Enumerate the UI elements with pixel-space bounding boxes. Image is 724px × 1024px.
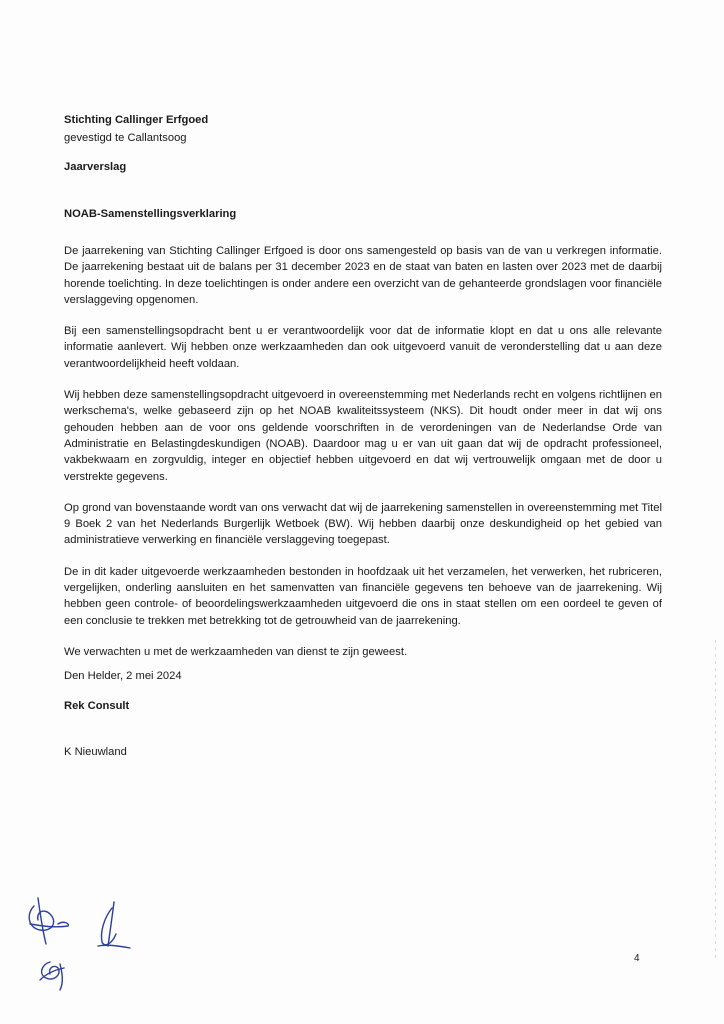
signer-name: K Nieuwland [64, 746, 127, 758]
document-header [64, 111, 664, 176]
paragraph: Bij een samenstellingsopdracht bent u er verantwoordelijk voor dat de informatie klopt en dat u ons alle relevante informatie aanlevert. Wij hebben onze werkzaamheden dan ook uitgevoerd vanuit de veronderstelling dat u aan deze verantwoordelijkheid heeft voldaan. [64, 325, 662, 370]
statement-title: NOAB-Samenstellingsverklaring [64, 208, 237, 220]
statement-body [64, 243, 662, 675]
handwritten-initials-icon [20, 884, 140, 994]
company-name: Rek Consult [64, 700, 130, 712]
scan-edge-marks [715, 640, 716, 960]
paragraph: Op grond van bovenstaande wordt van ons verwacht dat wij de jaarrekening samenstellen in overeenstemming met Titel 9 Boek 2 van het Nederlands Burgerlijk Wetboek (BW). Wij hebben daarbij onze deskundigheid op het gebied van administratieve verwerking en financiële verslaggeving toegepast. [64, 501, 662, 547]
place-and-date: Den Helder, 2 mei 2024 [64, 670, 182, 682]
paragraph: De jaarrekening van Stichting Callinger Erfgoed is door ons samengesteld op basis van de van u verkregen informatie. De jaarrekening bestaat uit de balans per 31 december 2023 en de staat van baten en lasten over 2023 met de daarbij horende toelichting. In deze toelichtingen is onder andere een overzicht van de gehanteerde grondslagen voor financiële verslaggeving opgenomen. [64, 245, 662, 306]
organization-location: gevestigd te Callantsoog [64, 132, 187, 144]
statement-title-block [64, 205, 236, 223]
paragraph: Wij hebben deze samenstellingsopdracht uitgevoerd in overeenstemming met Nederlands recht en volgens richtlijnen en werkschema's, welke gebaseerd zijn op het NOAB kwaliteitssysteem (NKS). Dit houdt onder meer in dat wij ons gehouden hebben aan de voor ons geldende voorschriften in de verordeningen van de Nederlandse Orde van Administratie en Belastingdeskundigen (NOAB). Daardoor mag u er van uit gaan dat wij de opdracht professioneel, vakbekwaam en zorgvuldig, integer en objectief hebben uitgevoerd en dat wij vertrouwelijk omgaan met de door u verstrekte gegevens. [64, 389, 662, 483]
page-number: 4 [634, 953, 640, 964]
report-type: Jaarverslag [64, 161, 127, 173]
organization-name: Stichting Callinger Erfgoed [64, 114, 209, 126]
paragraph: De in dit kader uitgevoerde werkzaamheden bestonden in hoofdzaak uit het verzamelen, het verwerken, het rubriceren, vergelijken, onderling aansluiten en het samenvatten van financiële gegevens ten behoeve van de jaarrekening. Wij hebben geen controle- of beoordelingswerkzaamheden uitgevoerd die ons in staat stellen om een oordeel te geven of een conclusie te trekken met betrekking tot de getrouwheid van de jaarrekening. [64, 565, 662, 627]
closing-sentence: We verwachten u met de werkzaamheden van dienst te zijn geweest. [64, 645, 408, 658]
